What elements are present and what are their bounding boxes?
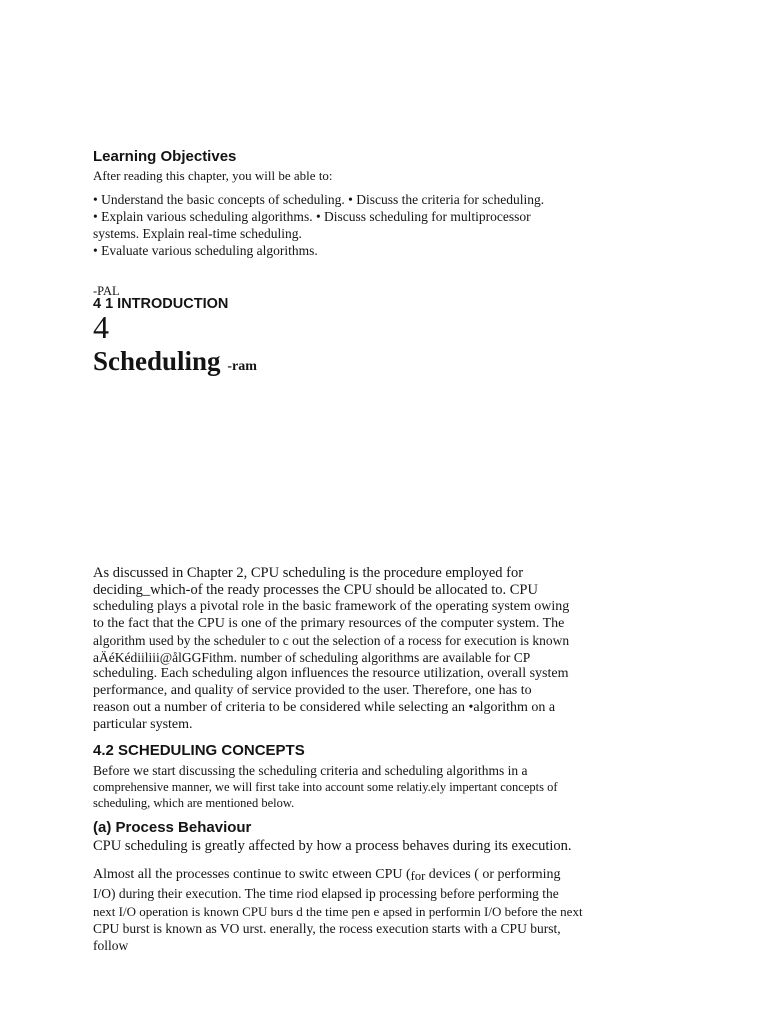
pal-text: -PAL: [93, 284, 120, 298]
chapter-title-text: Scheduling: [93, 346, 221, 376]
paragraph-line: Before we start discussing the scheduling criteria and scheduling algorithms in a: [93, 763, 528, 778]
paragraph-line: performance, and quality of service provided to the user. Therefore, one has to: [93, 683, 532, 699]
paragraph-line: next I/O operation is known CPU burs d the time pen e apsed in performin I/O before the next: [93, 903, 583, 919]
line-part: for: [410, 869, 426, 883]
paragraph-line: deciding_which-of the ready processes the CPU should be allocated to. CPU: [93, 581, 538, 598]
process-behaviour-heading: (a) Process Behaviour: [93, 819, 252, 836]
paragraph-line: As discussed in Chapter 2, CPU scheduling is the procedure employed for: [93, 565, 524, 581]
behaviour-paragraph: [93, 866, 673, 954]
objective-line: • Explain various scheduling algorithms. • Discuss scheduling for multiprocessor: [93, 209, 531, 224]
paragraph-line: [93, 866, 673, 885]
chapter-title: [93, 344, 257, 384]
learning-objectives-title: Learning Objectives: [93, 148, 237, 165]
line-part: devices ( or performing: [425, 867, 561, 882]
paragraph-line: particular system.: [93, 717, 193, 733]
paragraph-line: scheduling plays a pivotal role in the basic framework of the operating system owing: [93, 598, 570, 614]
paragraph-line: algorithm used by the scheduler to c out the selection of a rocess for execution is known: [93, 632, 570, 648]
scheduling-concepts-heading: 4.2 SCHEDULING CONCEPTS: [93, 742, 305, 759]
paragraph-line: comprehensive manner, we will first take into account some relatiy.ely impertant concepts of: [93, 780, 558, 794]
paragraph-line: CPU scheduling is greatly affected by how a process behaves during its execution.: [93, 838, 572, 854]
behaviour-sentence: [93, 838, 673, 855]
introduction-heading: 4 1 INTRODUCTION: [93, 296, 229, 312]
learning-objectives-intro: After reading this chapter, you will be able to:: [93, 168, 333, 183]
paragraph-line: scheduling, which are mentioned below.: [93, 796, 295, 810]
concepts-paragraph: [93, 763, 673, 811]
objective-line: • Evaluate various scheduling algorithms.: [93, 243, 318, 258]
introduction-paragraph: [93, 565, 673, 734]
paragraph-line: scheduling. Each scheduling algon influences the resource utilization, overall system: [93, 666, 569, 682]
paragraph-line: CPU burst is known as VO urst. enerally, the rocess execution starts with a CPU burst,: [93, 920, 561, 936]
chapter-title-suffix: -ram: [227, 359, 257, 374]
paragraph-line: to the fact that the CPU is one of the primary resources of the computer system. The: [93, 615, 565, 631]
objective-line: • Understand the basic concepts of scheduling. • Discuss the criteria for scheduling.: [93, 192, 545, 207]
objective-line: systems. Explain real-time scheduling.: [93, 226, 302, 241]
chapter-number: 4: [93, 309, 109, 345]
paragraph-line: aÄéKédiiliii@ålGGFithm. number of scheduling algorithms are available for CP: [93, 649, 531, 665]
paragraph-line: reason out a number of criteria to be considered while selecting an •algorithm on a: [93, 700, 556, 716]
paragraph-line: I/O) during their execution. The time riod elapsed ip processing before performing the: [93, 886, 559, 902]
paragraph-line: follow: [93, 938, 129, 954]
line-part: Almost all the processes continue to switc etween CPU (: [93, 867, 411, 882]
